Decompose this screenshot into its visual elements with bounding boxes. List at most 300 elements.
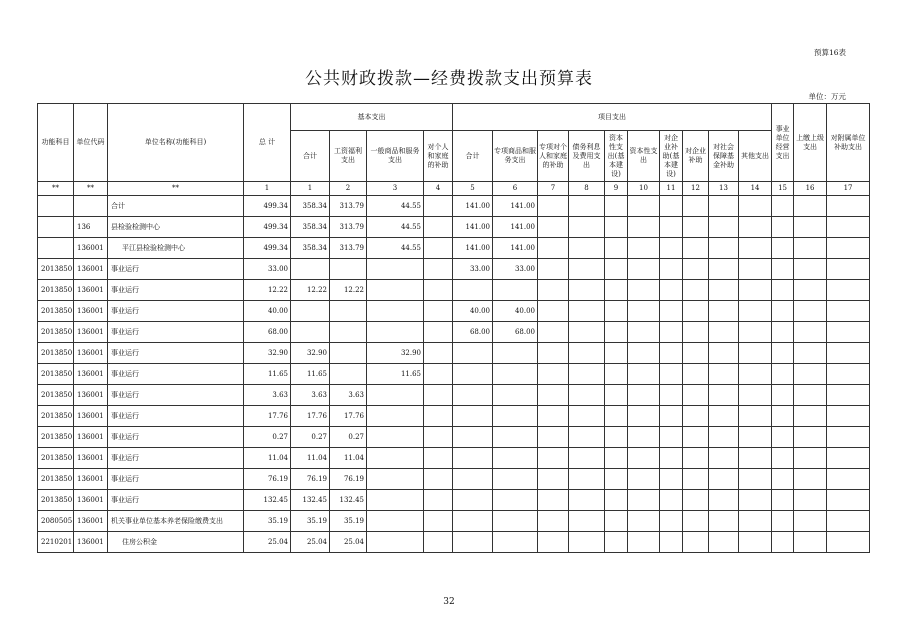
cell-code: 136001 — [74, 238, 108, 259]
cell-name: 事业运行 — [108, 259, 244, 280]
table-row — [38, 490, 870, 511]
cell-goods: 32.90 — [367, 343, 424, 364]
empty-cell — [709, 469, 739, 490]
empty-cell — [739, 427, 772, 448]
empty-cell — [772, 343, 794, 364]
cell-wage: 132.45 — [330, 490, 367, 511]
table-row — [38, 385, 870, 406]
empty-cell — [683, 238, 709, 259]
cell-p-goods — [493, 385, 538, 406]
cell-p-total — [453, 511, 493, 532]
cell-name: 事业运行 — [108, 322, 244, 343]
empty-cell — [683, 532, 709, 553]
empty-cell — [605, 490, 628, 511]
cell-total: 17.76 — [244, 406, 291, 427]
cell-personal — [424, 196, 453, 217]
empty-cell — [683, 301, 709, 322]
empty-cell — [739, 448, 772, 469]
column-index-cell: 8 — [569, 182, 605, 196]
cell-p-total — [453, 364, 493, 385]
empty-cell — [827, 343, 870, 364]
empty-cell — [628, 511, 660, 532]
empty-cell — [569, 238, 605, 259]
page-title: 公共财政拨款—经费拨款支出预算表 — [305, 69, 593, 89]
cell-code: 136001 — [74, 259, 108, 280]
empty-cell — [538, 469, 569, 490]
cell-name: 事业运行 — [108, 280, 244, 301]
empty-cell — [827, 406, 870, 427]
empty-cell — [538, 511, 569, 532]
table-row — [38, 364, 870, 385]
cell-b-total: 358.34 — [291, 217, 330, 238]
empty-cell — [827, 427, 870, 448]
empty-cell — [628, 448, 660, 469]
empty-cell — [569, 469, 605, 490]
cell-wage: 35.19 — [330, 511, 367, 532]
empty-cell — [709, 196, 739, 217]
cell-goods — [367, 511, 424, 532]
cell-wage: 12.22 — [330, 280, 367, 301]
empty-cell — [772, 448, 794, 469]
empty-cell — [660, 238, 683, 259]
empty-cell — [628, 532, 660, 553]
cell-name: 事业运行 — [108, 469, 244, 490]
empty-cell — [628, 469, 660, 490]
cell-goods — [367, 406, 424, 427]
empty-cell — [683, 511, 709, 532]
cell-p-total: 68.00 — [453, 322, 493, 343]
cell-func: 2013850 — [38, 490, 74, 511]
column-index-cell: 15 — [772, 182, 794, 196]
empty-cell — [569, 196, 605, 217]
cell-p-total — [453, 280, 493, 301]
empty-cell — [538, 364, 569, 385]
cell-total: 12.22 — [244, 280, 291, 301]
cell-p-total: 141.00 — [453, 217, 493, 238]
cell-func: 2080505 — [38, 511, 74, 532]
empty-cell — [683, 196, 709, 217]
empty-cell — [605, 238, 628, 259]
empty-cell — [794, 490, 827, 511]
empty-cell — [605, 343, 628, 364]
empty-cell — [794, 238, 827, 259]
cell-code: 136001 — [74, 301, 108, 322]
table-row — [38, 343, 870, 364]
empty-cell — [538, 427, 569, 448]
unit-label: 单位：万元 — [808, 92, 846, 101]
empty-cell — [739, 511, 772, 532]
cell-name: 平江县检验检测中心 — [108, 238, 244, 259]
cell-total: 499.34 — [244, 196, 291, 217]
cell-wage — [330, 301, 367, 322]
cell-b-total: 0.27 — [291, 427, 330, 448]
empty-cell — [605, 322, 628, 343]
cell-func — [38, 196, 74, 217]
empty-cell — [605, 217, 628, 238]
table-row — [38, 427, 870, 448]
cell-goods — [367, 448, 424, 469]
cell-name: 事业运行 — [108, 385, 244, 406]
header-operating: 事业单位经营支出 — [772, 104, 794, 182]
empty-cell — [827, 238, 870, 259]
cell-goods — [367, 259, 424, 280]
table-row — [38, 532, 870, 553]
cell-p-goods: 141.00 — [493, 196, 538, 217]
cell-code: 136001 — [74, 280, 108, 301]
cell-total: 32.90 — [244, 343, 291, 364]
cell-b-total: 17.76 — [291, 406, 330, 427]
column-index-cell: 3 — [367, 182, 424, 196]
table-row — [38, 238, 870, 259]
cell-p-goods — [493, 448, 538, 469]
header-other: 其他支出 — [739, 131, 772, 182]
empty-cell — [739, 196, 772, 217]
empty-cell — [538, 322, 569, 343]
cell-code: 136001 — [74, 406, 108, 427]
empty-cell — [709, 406, 739, 427]
empty-cell — [739, 259, 772, 280]
empty-cell — [538, 238, 569, 259]
empty-cell — [605, 448, 628, 469]
cell-p-goods — [493, 511, 538, 532]
cell-personal — [424, 301, 453, 322]
empty-cell — [538, 448, 569, 469]
cell-personal — [424, 427, 453, 448]
cell-goods — [367, 427, 424, 448]
column-index-cell: 14 — [739, 182, 772, 196]
cell-name: 事业运行 — [108, 448, 244, 469]
cell-p-goods — [493, 406, 538, 427]
empty-cell — [569, 343, 605, 364]
column-index-row — [38, 182, 870, 196]
empty-cell — [660, 406, 683, 427]
empty-cell — [772, 238, 794, 259]
empty-cell — [827, 532, 870, 553]
cell-func — [38, 238, 74, 259]
empty-cell — [628, 406, 660, 427]
empty-cell — [605, 406, 628, 427]
cell-goods — [367, 322, 424, 343]
empty-cell — [660, 385, 683, 406]
cell-b-total: 132.45 — [291, 490, 330, 511]
empty-cell — [569, 427, 605, 448]
column-index-cell: 11 — [660, 182, 683, 196]
cell-func: 2013850 — [38, 259, 74, 280]
empty-cell — [739, 238, 772, 259]
header-proj-goods: 专项商品和服务支出 — [493, 131, 538, 182]
cell-name: 合计 — [108, 196, 244, 217]
empty-cell — [569, 448, 605, 469]
cell-b-total — [291, 301, 330, 322]
cell-goods — [367, 301, 424, 322]
cell-b-total: 358.34 — [291, 196, 330, 217]
cell-personal — [424, 448, 453, 469]
empty-cell — [683, 322, 709, 343]
cell-wage — [330, 343, 367, 364]
empty-cell — [628, 343, 660, 364]
empty-cell — [660, 343, 683, 364]
cell-wage: 17.76 — [330, 406, 367, 427]
cell-p-total — [453, 490, 493, 511]
empty-cell — [794, 532, 827, 553]
empty-cell — [827, 364, 870, 385]
cell-func: 2013850 — [38, 343, 74, 364]
cell-code: 136001 — [74, 364, 108, 385]
empty-cell — [772, 469, 794, 490]
empty-cell — [660, 322, 683, 343]
cell-func: 2210201 — [38, 532, 74, 553]
cell-name: 事业运行 — [108, 364, 244, 385]
cell-p-total — [453, 448, 493, 469]
empty-cell — [538, 385, 569, 406]
table-row — [38, 301, 870, 322]
cell-personal — [424, 532, 453, 553]
header-personal: 对个人和家庭的补助 — [424, 131, 453, 182]
empty-cell — [569, 385, 605, 406]
cell-func: 2013850 — [38, 385, 74, 406]
column-index-cell: 1 — [244, 182, 291, 196]
cell-code: 136001 — [74, 511, 108, 532]
empty-cell — [794, 406, 827, 427]
header-enterprise-basic: 对企业补助(基本建设) — [660, 131, 683, 182]
cell-code: 136001 — [74, 427, 108, 448]
empty-cell — [794, 322, 827, 343]
cell-b-total — [291, 259, 330, 280]
cell-name: 事业运行 — [108, 490, 244, 511]
cell-total: 25.04 — [244, 532, 291, 553]
empty-cell — [569, 511, 605, 532]
empty-cell — [660, 196, 683, 217]
cell-func: 2013850 — [38, 427, 74, 448]
cell-goods: 44.55 — [367, 217, 424, 238]
empty-cell — [683, 448, 709, 469]
header-proj-total: 合计 — [453, 131, 493, 182]
cell-total: 499.34 — [244, 238, 291, 259]
cell-b-total — [291, 322, 330, 343]
empty-cell — [538, 280, 569, 301]
empty-cell — [772, 511, 794, 532]
empty-cell — [827, 301, 870, 322]
cell-name: 事业运行 — [108, 406, 244, 427]
header-capital: 资本性支出 — [628, 131, 660, 182]
column-index-cell: 4 — [424, 182, 453, 196]
empty-cell — [709, 448, 739, 469]
empty-cell — [569, 532, 605, 553]
empty-cell — [660, 427, 683, 448]
empty-cell — [709, 364, 739, 385]
table-row — [38, 259, 870, 280]
page-number: 32 — [443, 597, 455, 607]
empty-cell — [538, 343, 569, 364]
cell-total: 0.27 — [244, 427, 291, 448]
empty-cell — [660, 259, 683, 280]
cell-func — [38, 217, 74, 238]
column-index-cell: 16 — [794, 182, 827, 196]
cell-wage: 313.79 — [330, 196, 367, 217]
empty-cell — [605, 427, 628, 448]
empty-cell — [827, 280, 870, 301]
empty-cell — [538, 406, 569, 427]
cell-name: 机关事业单位基本养老保险缴费支出 — [108, 511, 244, 532]
cell-name: 县检验检测中心 — [108, 217, 244, 238]
empty-cell — [794, 448, 827, 469]
empty-cell — [772, 385, 794, 406]
empty-cell — [628, 259, 660, 280]
header-total: 总 计 — [244, 104, 291, 182]
cell-personal — [424, 511, 453, 532]
cell-b-total: 358.34 — [291, 238, 330, 259]
column-index-cell: 2 — [330, 182, 367, 196]
cell-wage — [330, 259, 367, 280]
empty-cell — [660, 280, 683, 301]
empty-cell — [628, 364, 660, 385]
empty-cell — [772, 196, 794, 217]
empty-cell — [772, 259, 794, 280]
cell-total: 33.00 — [244, 259, 291, 280]
cell-goods — [367, 280, 424, 301]
header-goods: 一般商品和服务支出 — [367, 131, 424, 182]
empty-cell — [794, 427, 827, 448]
cell-p-total — [453, 406, 493, 427]
cell-total: 132.45 — [244, 490, 291, 511]
column-index-cell: 1 — [291, 182, 330, 196]
cell-b-total: 32.90 — [291, 343, 330, 364]
cell-total: 35.19 — [244, 511, 291, 532]
empty-cell — [794, 364, 827, 385]
empty-cell — [628, 196, 660, 217]
empty-cell — [709, 280, 739, 301]
header-wage: 工资福利支出 — [330, 131, 367, 182]
cell-goods — [367, 532, 424, 553]
cell-func: 2013850 — [38, 322, 74, 343]
cell-total: 68.00 — [244, 322, 291, 343]
empty-cell — [739, 469, 772, 490]
empty-cell — [605, 385, 628, 406]
cell-b-total: 25.04 — [291, 532, 330, 553]
cell-p-goods: 141.00 — [493, 238, 538, 259]
table-row — [38, 406, 870, 427]
cell-p-total: 33.00 — [453, 259, 493, 280]
empty-cell — [569, 364, 605, 385]
empty-cell — [827, 217, 870, 238]
cell-name: 事业运行 — [108, 343, 244, 364]
cell-code: 136001 — [74, 532, 108, 553]
cell-wage — [330, 322, 367, 343]
cell-wage: 313.79 — [330, 238, 367, 259]
empty-cell — [709, 343, 739, 364]
cell-p-goods — [493, 364, 538, 385]
header-pay-upper: 上缴上级支出 — [794, 104, 827, 182]
empty-cell — [683, 469, 709, 490]
cell-goods: 44.55 — [367, 196, 424, 217]
column-index-cell: ** — [74, 182, 108, 196]
empty-cell — [709, 385, 739, 406]
cell-total: 11.65 — [244, 364, 291, 385]
empty-cell — [709, 259, 739, 280]
column-index-cell: 13 — [709, 182, 739, 196]
column-index-cell: ** — [38, 182, 74, 196]
empty-cell — [794, 343, 827, 364]
empty-cell — [772, 427, 794, 448]
empty-cell — [683, 217, 709, 238]
empty-cell — [827, 196, 870, 217]
empty-cell — [628, 427, 660, 448]
empty-cell — [605, 280, 628, 301]
cell-total: 3.63 — [244, 385, 291, 406]
cell-name: 事业运行 — [108, 301, 244, 322]
empty-cell — [739, 343, 772, 364]
empty-cell — [827, 385, 870, 406]
empty-cell — [739, 217, 772, 238]
empty-cell — [772, 280, 794, 301]
cell-p-total — [453, 532, 493, 553]
empty-cell — [739, 364, 772, 385]
header-unit-code: 单位代码 — [74, 104, 108, 182]
empty-cell — [709, 532, 739, 553]
cell-p-goods — [493, 343, 538, 364]
cell-wage: 11.04 — [330, 448, 367, 469]
table-row — [38, 196, 870, 217]
cell-p-total — [453, 469, 493, 490]
cell-func: 2013850 — [38, 448, 74, 469]
cell-func: 2013850 — [38, 364, 74, 385]
cell-p-goods — [493, 490, 538, 511]
empty-cell — [683, 259, 709, 280]
header-enterprise: 对企业补助 — [683, 131, 709, 182]
table-row — [38, 511, 870, 532]
cell-personal — [424, 322, 453, 343]
header-group-basic: 基本支出 — [291, 104, 453, 131]
column-index-cell: 6 — [493, 182, 538, 196]
empty-cell — [683, 280, 709, 301]
cell-func: 2013850 — [38, 406, 74, 427]
cell-personal — [424, 490, 453, 511]
column-index-cell: 9 — [605, 182, 628, 196]
empty-cell — [660, 217, 683, 238]
cell-p-total: 141.00 — [453, 238, 493, 259]
empty-cell — [569, 406, 605, 427]
empty-cell — [538, 196, 569, 217]
empty-cell — [660, 364, 683, 385]
empty-cell — [683, 385, 709, 406]
empty-cell — [569, 322, 605, 343]
cell-p-goods — [493, 427, 538, 448]
cell-wage — [330, 364, 367, 385]
empty-cell — [772, 364, 794, 385]
cell-code: 136001 — [74, 448, 108, 469]
empty-cell — [827, 259, 870, 280]
cell-personal — [424, 406, 453, 427]
empty-cell — [739, 322, 772, 343]
header-sub-units: 对附属单位补助支出 — [827, 104, 870, 182]
cell-personal — [424, 385, 453, 406]
empty-cell — [709, 217, 739, 238]
empty-cell — [605, 469, 628, 490]
column-index-cell: ** — [108, 182, 244, 196]
empty-cell — [605, 301, 628, 322]
table-row — [38, 322, 870, 343]
header-debt: 债务利息及费用支出 — [569, 131, 605, 182]
table-row — [38, 217, 870, 238]
empty-cell — [683, 427, 709, 448]
empty-cell — [739, 385, 772, 406]
cell-p-total — [453, 427, 493, 448]
empty-cell — [683, 343, 709, 364]
column-index-cell: 17 — [827, 182, 870, 196]
column-index-cell: 10 — [628, 182, 660, 196]
column-index-cell: 7 — [538, 182, 569, 196]
empty-cell — [660, 301, 683, 322]
